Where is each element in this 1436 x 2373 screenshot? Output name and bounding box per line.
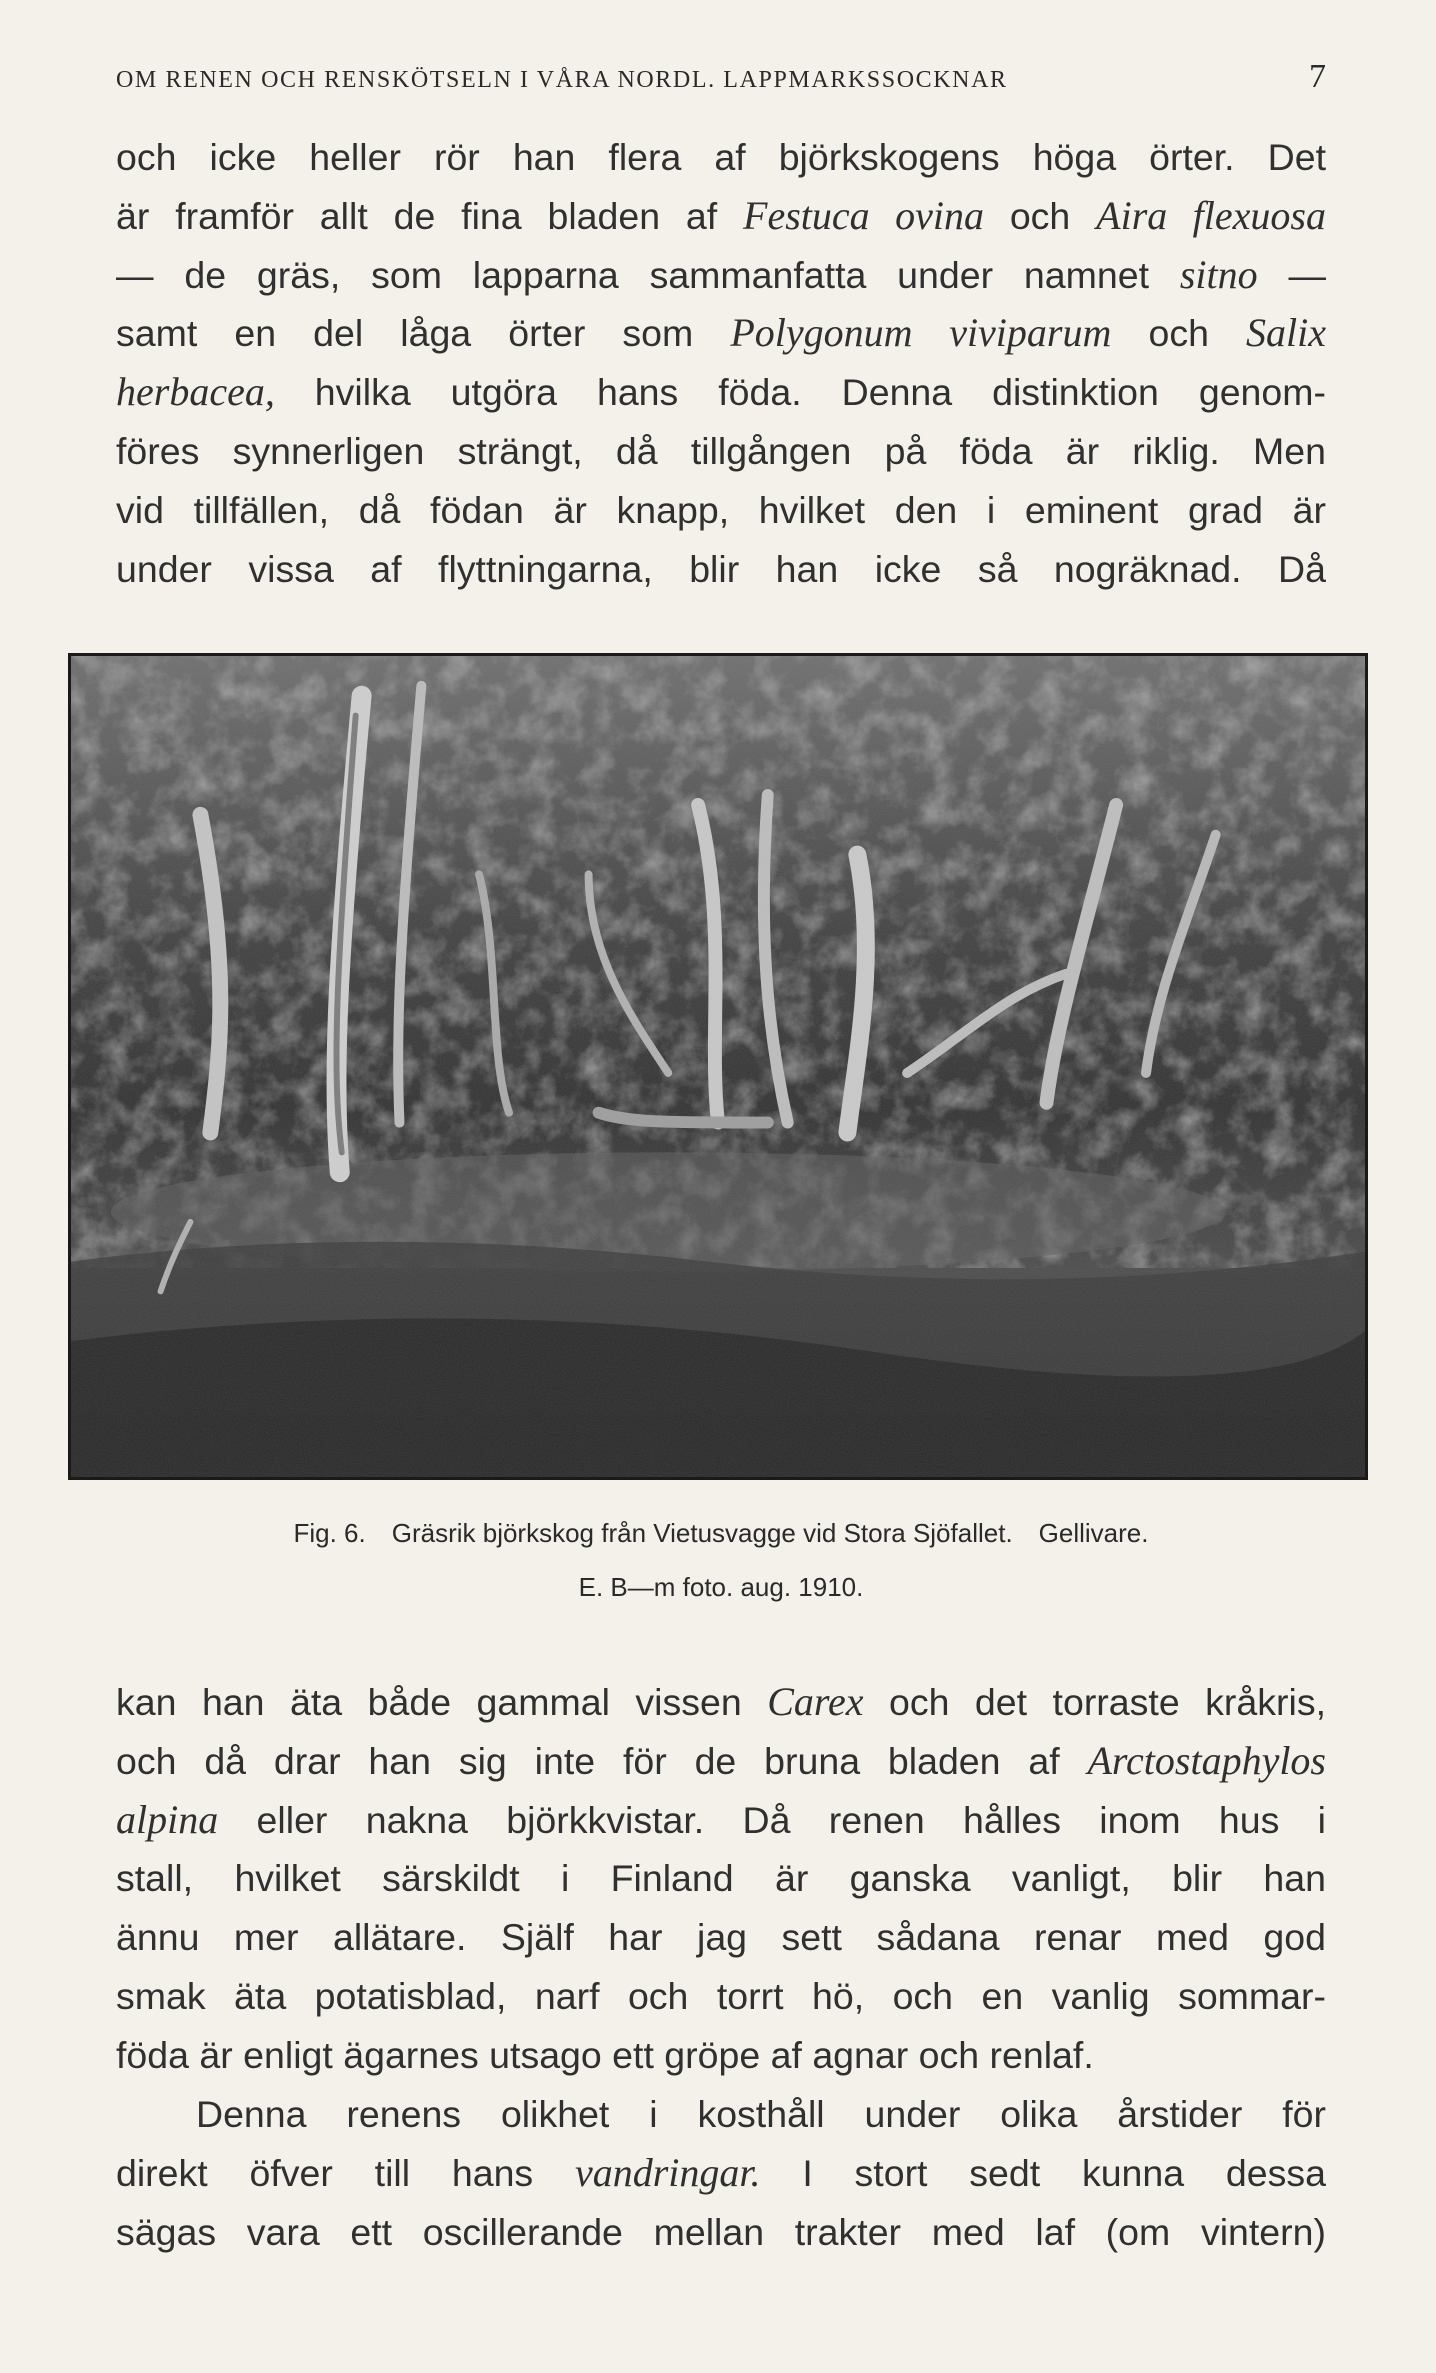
text-run: samt en del låga örter som (116, 312, 731, 355)
species-name: alpina (116, 1796, 219, 1842)
text-line: Denna renens olikhet i kosthåll under olika årstider för (196, 2093, 1326, 2135)
text-run: och det torraste kråkris, (863, 1681, 1326, 1723)
species-name: Carex (767, 1679, 864, 1724)
text-line (116, 1732, 1326, 1791)
text-run: direkt öfver till hans (116, 2151, 575, 2194)
text-run: eller nakna björkkvistar. Då renen hålles inom hus i (218, 1798, 1326, 1841)
figure-title: Gräsrik björkskog från Vietusvagge vid Stora Sjöfallet. (391, 1518, 1013, 1548)
photo-illustration (71, 656, 1365, 1477)
figure-caption (116, 1518, 1326, 1549)
text-line: ännu mer allätare. Själf har jag sett sådana renar med god (116, 1916, 1326, 1959)
text-run: kan han äta både gammal vissen (116, 1681, 768, 1723)
text-line (116, 304, 1326, 363)
species-name: Salix (1246, 310, 1326, 356)
figure-credit: E. B—m foto. aug. 1910. (578, 1572, 864, 1602)
figure-place: Gellivare. (1038, 1518, 1149, 1548)
text-run: I stort sedt kunna dessa (760, 2151, 1326, 2194)
paragraph-2 (116, 1673, 1326, 2085)
text-run: är framför allt de fina bladen af (116, 194, 744, 237)
paragraph-3 (116, 2085, 1326, 2261)
text-run: — (1257, 253, 1326, 296)
figure-number: Fig. 6. (293, 1518, 366, 1548)
page-number: 7 (1309, 58, 1326, 95)
birch-forest-photo (68, 653, 1368, 1480)
species-name: herbacea, (116, 369, 275, 415)
text-line: vid tillfällen, då födan är knapp, hvilket den i eminent grad är (116, 488, 1326, 531)
text-line: stall, hvilket särskildt i Finland är ganska vanligt, blir han (116, 1857, 1326, 1900)
species-name: Polygonum viviparum (730, 310, 1112, 356)
emphasis: vandringar. (574, 2149, 761, 2195)
local-term: sitno (1179, 251, 1258, 297)
text-line: smak äta potatisblad, narf och torrt hö, och en vanlig sommar- (116, 1974, 1326, 2017)
text-line (116, 187, 1326, 246)
text-line: sägas vara ett oscillerande mellan trakter med laf (om vintern) (116, 2210, 1326, 2253)
text-line: och icke heller rör han flera af björkskogens höga örter. Det (116, 136, 1326, 178)
species-name: Arctostaphylos (1087, 1737, 1326, 1783)
text-line (116, 246, 1326, 305)
text-run: — de gräs, som lapparna sammanfatta under namnet (116, 253, 1180, 296)
text-line: under vissa af flyttningarna, blir han icke så nogräknad. Då (116, 547, 1326, 590)
text-line: föres synnerligen strängt, då tillgången på föda är riklig. Men (116, 429, 1326, 472)
text-line (116, 1791, 1326, 1850)
running-head: OM RENEN OCH RENSKÖTSELN I VÅRA NORDL. LAPPMARKSSOCKNAR (116, 67, 1008, 93)
text-line (116, 363, 1326, 422)
species-name: Aira flexuosa (1096, 192, 1326, 238)
text-line: föda är enligt ägarnes utsago ett gröpe af agnar och renlaf. (116, 2033, 1094, 2076)
species-name: Festuca ovina (743, 192, 984, 238)
text-line (116, 2144, 1326, 2203)
text-run: och (983, 194, 1097, 237)
text-run: hvilka utgöra hans föda. Denna distinktion genom- (274, 371, 1326, 414)
paragraph-1 (116, 128, 1326, 598)
text-line (116, 1673, 1326, 1732)
text-run: och (1111, 312, 1247, 355)
text-run: och då drar han sig inte för de bruna bladen af (116, 1739, 1088, 1782)
page-header (116, 58, 1326, 98)
